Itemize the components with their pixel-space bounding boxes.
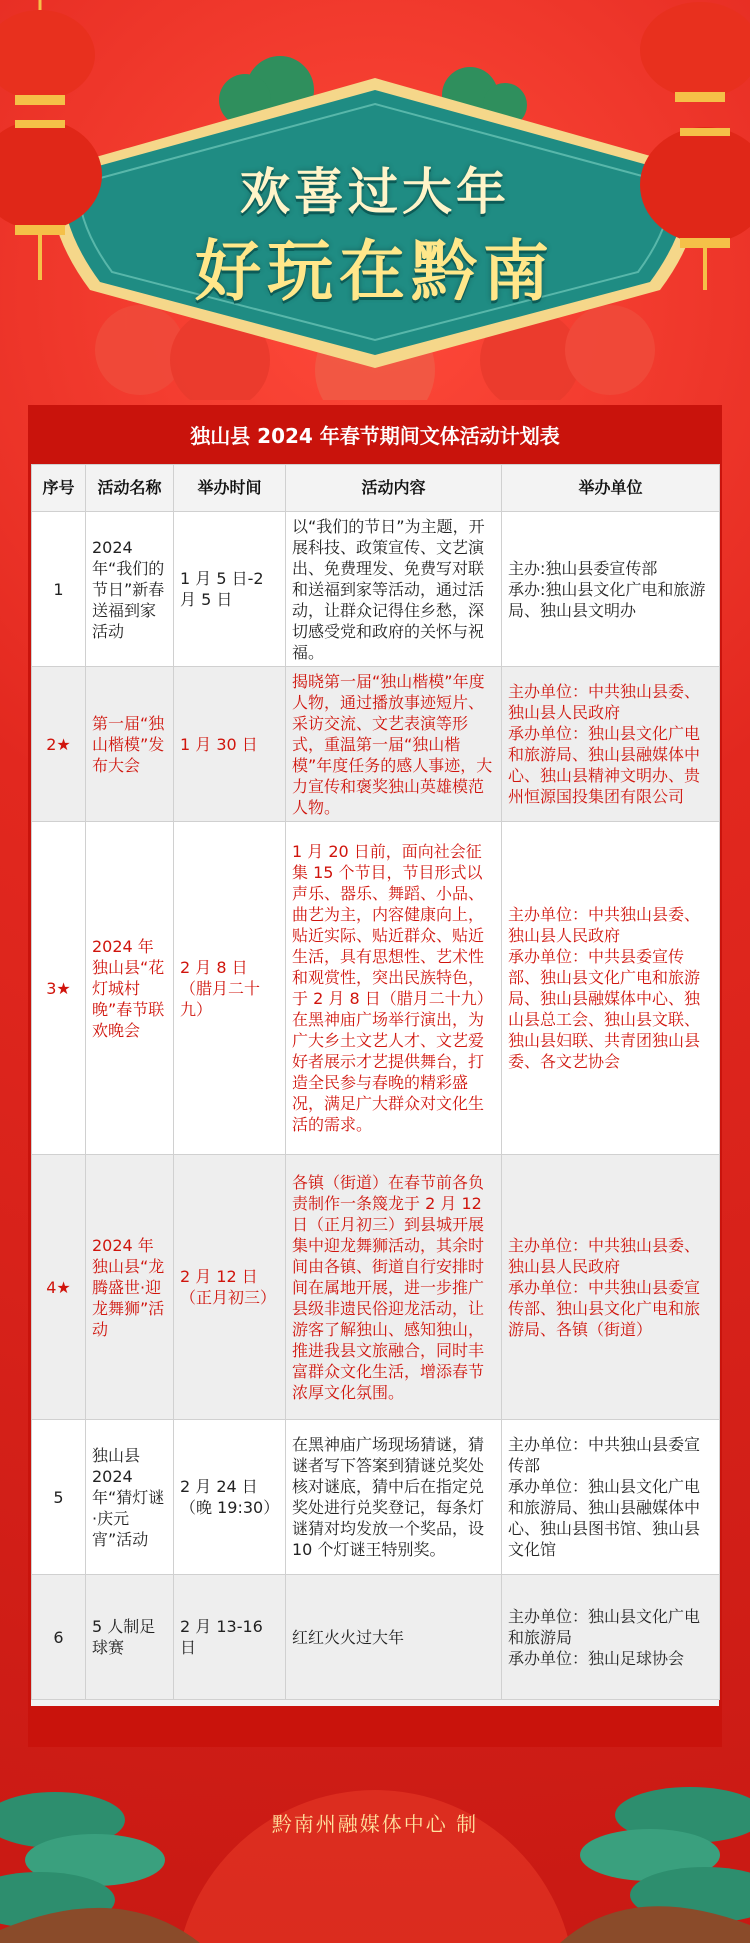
bottom-decoration [0, 1760, 750, 1943]
footer-credit: 黔南州融媒体中心 制 [271, 1812, 479, 1836]
row-name: 第一届“独山楷模”发布大会 [86, 667, 174, 822]
column-header-time: 举办时间 [174, 465, 286, 512]
row-name: 2024 年独山县“龙腾盛世·迎龙舞狮”活动 [86, 1155, 174, 1420]
table-row [32, 512, 720, 667]
column-header-no: 序号 [32, 465, 86, 512]
table-row [32, 822, 720, 1155]
column-header-name: 活动名称 [86, 465, 174, 512]
row-no: 6 [32, 1575, 86, 1700]
row-time: 2 月 24 日（晚 19:30） [174, 1420, 286, 1575]
row-org: 主办单位：独山县文化广电和旅游局 承办单位：独山足球协会 [502, 1575, 720, 1700]
table-row [32, 667, 720, 822]
column-header-org: 举办单位 [502, 465, 720, 512]
row-no: 2★ [32, 667, 86, 822]
row-time: 2 月 12 日（正月初三） [174, 1155, 286, 1420]
table-header-row [32, 465, 720, 512]
row-name: 独山县 2024 年“猜灯谜·庆元宵”活动 [86, 1420, 174, 1575]
row-no: 4★ [32, 1155, 86, 1420]
row-content: 以“我们的节日”为主题，开展科技、政策宣传、文艺演出、免费理发、免费写对联和送福到家等活动，通过活动，让群众记得住乡愁，深切感受党和政府的关怀与祝福。 [286, 512, 502, 667]
row-no: 5 [32, 1420, 86, 1575]
row-name: 5 人制足球赛 [86, 1575, 174, 1700]
row-name: 2024 年独山县“花灯城村晚”春节联欢晚会 [86, 822, 174, 1155]
row-content: 各镇（街道）在春节前各负责制作一条篾龙于 2 月 12 日（正月初三）到县城开展集中迎龙舞狮活动，其余时间由各镇、街道自行安排时间在属地开展，进一步推广县级非遗民俗迎龙活动，让游客了解独山、感知独山，推进我县文旅融合，同时丰富群众文化生活，增添春节浓厚文化氛围。 [286, 1155, 502, 1420]
row-name: 2024 年“我们的节日”新春送福到家活动 [86, 512, 174, 667]
row-no: 3★ [32, 822, 86, 1155]
row-time: 1 月 30 日 [174, 667, 286, 822]
table-row [32, 1420, 720, 1575]
table-row [32, 1155, 720, 1420]
table-footer-bar [31, 1706, 719, 1744]
activity-table-panel [28, 405, 722, 1747]
row-org: 主办单位：中共独山县委宣传部 承办单位：独山县文化广电和旅游局、独山县融媒体中心、独山县图书馆、独山县文化馆 [502, 1420, 720, 1575]
row-no: 1 [32, 512, 86, 667]
table-row [32, 1575, 720, 1700]
banner-title-line2: 好玩在黔南 [195, 232, 555, 310]
row-content: 1 月 20 日前，面向社会征集 15 个节目，节目形式以声乐、器乐、舞蹈、小品、曲艺为主，内容健康向上，贴近实际、贴近群众、贴近生活，具有思想性、艺术性和观赏性，突出民族特色，于 2 月 8 日（腊月二十九）在黑神庙广场举行演出，为广大乡土文艺人才、文艺爱好者展示才艺提供舞台，打造全民参与春晚的精彩盛况，满足广大群众对文化生活的需求。 [286, 822, 502, 1155]
activity-table [31, 464, 720, 1700]
row-org: 主办单位：中共独山县委、独山县人民政府 承办单位：中共县委宣传部、独山县文化广电和旅游局、独山县融媒体中心、独山县总工会、独山县文联、独山县妇联、共青团独山县委、各文艺协会 [502, 822, 720, 1155]
row-time: 2 月 8 日（腊月二十九） [174, 822, 286, 1155]
banner-title-line1: 欢喜过大年 [240, 162, 510, 221]
header-banner [0, 0, 750, 400]
row-org: 主办单位：中共独山县委、独山县人民政府 承办单位：中共独山县委宣传部、独山县文化广电和旅游局、各镇（街道） [502, 1155, 720, 1420]
row-org: 主办单位：中共独山县委、独山县人民政府 承办单位：独山县文化广电和旅游局、独山县融媒体中心、独山县精神文明办、贵州恒源国投集团有限公司 [502, 667, 720, 822]
row-time: 1 月 5 日-2 月 5 日 [174, 512, 286, 667]
row-content: 揭晓第一届“独山楷模”年度人物，通过播放事迹短片、采访交流、文艺表演等形式，重温第一届“独山楷模”年度任务的感人事迹，大力宣传和褒奖独山英雄模范人物。 [286, 667, 502, 822]
column-header-content: 活动内容 [286, 465, 502, 512]
row-content: 红红火火过大年 [286, 1575, 502, 1700]
row-org: 主办:独山县委宣传部 承办:独山县文化广电和旅游局、独山县文明办 [502, 512, 720, 667]
table-title: 独山县 2024 年春节期间文体活动计划表 [31, 408, 719, 464]
row-time: 2 月 13-16 日 [174, 1575, 286, 1700]
row-content: 在黑神庙广场现场猜谜，猜谜者写下答案到猜谜兑奖处核对谜底，猜中后在指定兑奖处进行兑奖登记，每条灯谜猜对均发放一个奖品，设 10 个灯谜王特别奖。 [286, 1420, 502, 1575]
